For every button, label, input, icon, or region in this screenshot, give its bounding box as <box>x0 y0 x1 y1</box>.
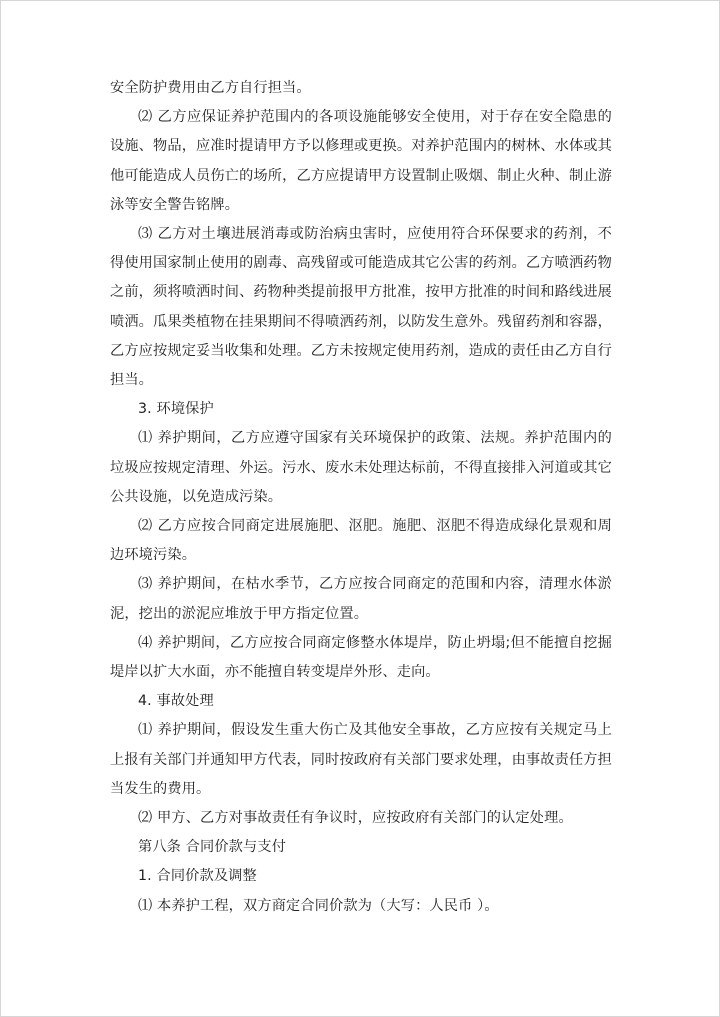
section-heading-accident: 4. 事故处理 <box>138 693 214 710</box>
paragraph-11: ⑵ 甲方、乙方对事故责任有争议时，应按政府有关部门的认定处理。 <box>138 810 573 827</box>
paragraph-1: 安全防护费用由乙方自行担当。 <box>110 80 311 96</box>
paragraph-7: ⑶ 养护期间，在枯水季节，乙方应按合同商定的范围和内容，清理水体淤泥，挖出的淤泥应堆放于甲方指定位置。 <box>110 576 612 622</box>
document-body <box>110 74 612 921</box>
section-heading-price: 1. 合同价款及调整 <box>138 868 257 885</box>
paragraph-2: ⑵ 乙方应保证养护范围内的各项设施能够安全使用，对于存在安全隐患的设施、物品，应准时提请甲方予以修理或更换。对养护范围内的树林、水体或其他可能造成人员伤亡的场所，乙方应提请甲方设置制止吸烟、制止火种、制止游泳等安全警告铭牌。 <box>110 109 612 213</box>
paragraph-5: ⑴ 养护期间，乙方应遵守国家有关环境保护的政策、法规。养护范围内的垃圾应按规定清理、外运。污水、废水未处理达标前，不得直接排入河道或其它公共设施，以免造成污染。 <box>110 430 612 505</box>
paragraph-10: ⑴ 养护期间，假设发生重大伤亡及其他安全事故，乙方应按有关规定马上上报有关部门并通知甲方代表，同时按政府有关部门要求处理，由事故责任方担当发生的费用。 <box>110 722 612 797</box>
section-heading-environment: 3. 环境保护 <box>138 401 214 418</box>
paragraph-6: ⑵ 乙方应按合同商定进展施肥、沤肥。施肥、沤肥不得造成绿化景观和周边环境污染。 <box>110 518 612 564</box>
paragraph-14: ⑴ 本养护工程，双方商定合同价款为（大写：人民币 ）。 <box>138 897 499 914</box>
article-heading-8: 第八条 合同价款与支付 <box>138 839 287 856</box>
paragraph-8: ⑷ 养护期间，乙方应按合同商定修整水体堤岸，防止坍塌;但不能擅自挖掘堤岸以扩大水面，亦不能擅自转变堤岸外形、走向。 <box>110 634 612 681</box>
paragraph-3: ⑶ 乙方对土壤进展消毒或防治病虫害时，应使用符合环保要求的药剂，不得使用国家制止使用的剧毒、高残留或可能造成其它公害的药剂。乙方喷洒药物之前，须将喷洒时间、药物种类提前报甲方批准，按甲方批准的时间和路线进展喷洒。瓜果类植物在挂果期间不得喷洒药剂，以防发生意外。残留药剂和容器，乙方应按规定妥当收集和处理。乙方未按规定使用药剂，造成的责任由乙方自行担当。 <box>110 226 612 389</box>
